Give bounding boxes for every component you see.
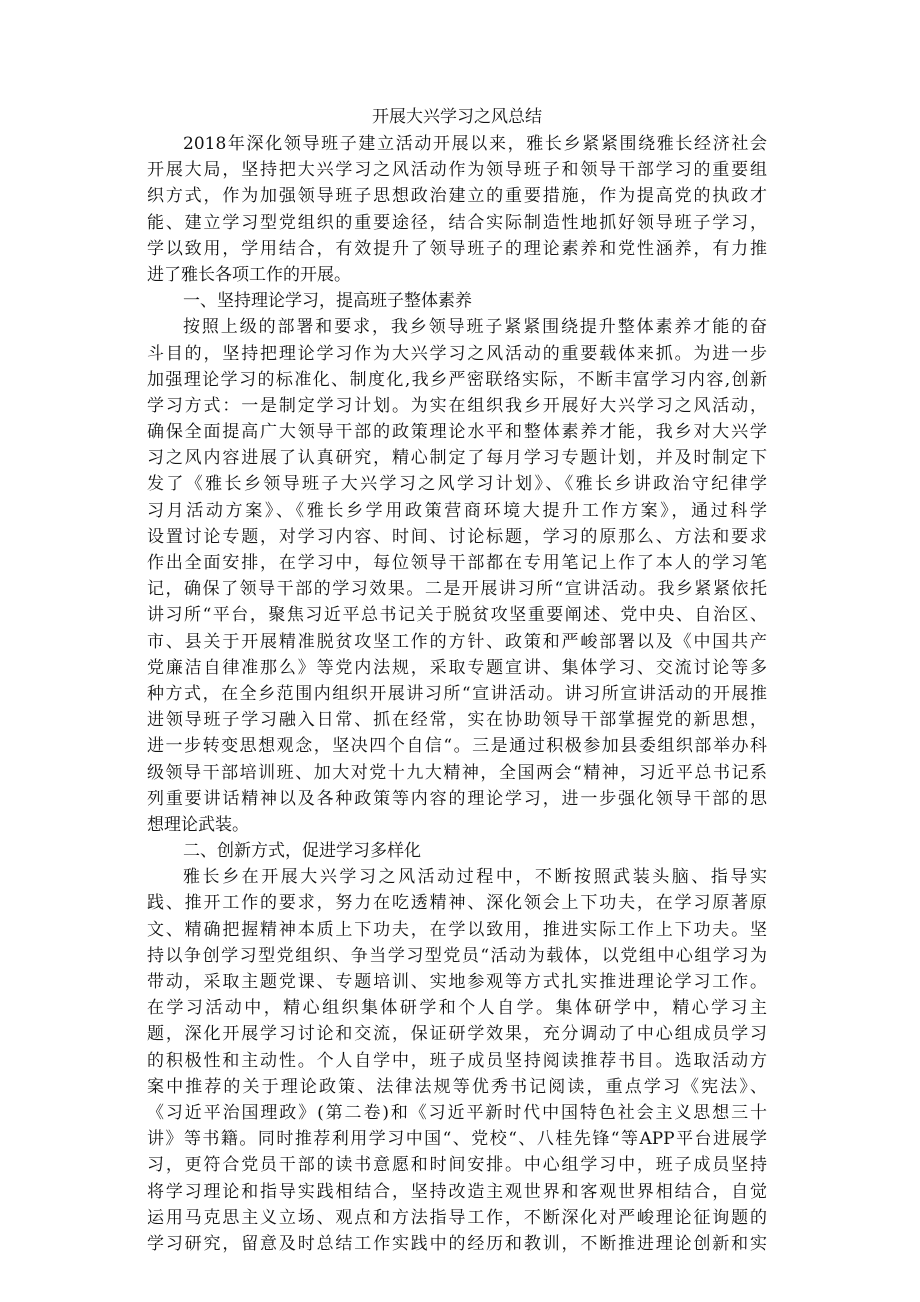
text-line: 践、推开工作的要求，努力在吃透精神、深化领会上下功夫，在学习原著原	[147, 893, 767, 914]
text-line: 持以争创学习型党组织、争当学习型党员“活动为载体，以党组中心组学习为	[147, 945, 767, 966]
text-line: 讲》等书籍。同时推荐利用学习中国“、党校“、八桂先锋“等APP平台进展学	[147, 1129, 767, 1150]
text-line: 将学习理论和指导实践相结合，坚持改造主观世界和客观世界相结合，自觉	[147, 1181, 767, 1202]
text-line: 能、建立学习型党组织的重要途径，结合实际制造性地抓好领导班子学习，	[147, 212, 767, 233]
text-line: 题，深化开展学习讨论和交流，保证研学效果，充分调动了中心组成员学习	[147, 1024, 767, 1045]
text-line: 市、县关于开展精准脱贫攻坚工作的方针、政策和严峻部署以及《中国共产	[147, 631, 767, 652]
text-line: 雅长乡在开展大兴学习之风活动过程中，不断按照武装头脑、指导实	[183, 867, 767, 888]
text-line: 列重要讲话精神以及各种政策等内容的理论学习，进一步强化领导干部的思	[147, 788, 767, 809]
text-line: 发了《雅长乡领导班子大兴学习之风学习计划》、《雅长乡讲政治守纪律学	[147, 474, 767, 495]
section-heading-2: 二、创新方式，促进学习多样化	[183, 841, 421, 862]
text-line: 运用马克思主义立场、观点和方法指导工作，不断深化对严峻理论征询题的	[147, 1207, 767, 1228]
text-line: 设置讨论专题，对学习内容、时间、讨论标题，学习的原那么、方法和要求	[147, 526, 767, 547]
text-line: 学习研究，留意及时总结工作实践中的经历和教训，不断推进理论创新和实	[147, 1233, 767, 1254]
text-line: 习，更符合党员干部的读书意愿和时间安排。中心组学习中，班子成员坚持	[147, 1155, 767, 1176]
section-heading-1: 一、坚持理论学习，提高班子整体素养	[183, 291, 472, 312]
text-line: 种方式，在全乡范围内组织开展讲习所“宣讲活动。讲习所宣讲活动的开展推	[147, 683, 767, 704]
text-line: 学以致用，学用结合，有效提升了领导班子的理论素养和党性涵养，有力推	[147, 238, 767, 259]
text-line: 的积极性和主动性。个人自学中，班子成员坚持阅读推荐书目。选取活动方	[147, 1050, 767, 1071]
text-line: 讲习所“平台，聚焦习近平总书记关于脱贫攻坚重要阐述、党中央、自治区、	[147, 605, 767, 626]
section-2-paragraph	[147, 864, 767, 1257]
text-line: 党廉洁自律准那么》等党内法规，采取专题宣讲、集体学习、交流讨论等多	[147, 657, 767, 678]
text-line: 习月活动方案》、《雅长乡学用政策营商环境大提升工作方案》，通过科学	[147, 500, 767, 521]
text-line: 学习方式：一是制定学习计划。为实在组织我乡开展好大兴学习之风活动，	[147, 395, 767, 416]
text-line: 带动，采取主题党课、专题培训、实地参观等方式扎实推进理论学习工作。	[147, 972, 767, 992]
text-line: 确保全面提高广大领导干部的政策理论水平和整体素养才能，我乡对大兴学	[147, 422, 767, 443]
text-line: 进了雅长各项工作的开展。	[147, 264, 351, 285]
text-line: 记，确保了领导干部的学习效果。二是开展讲习所“宣讲活动。我乡紧紧依托	[147, 579, 767, 600]
text-line: 想理论武装。	[147, 814, 249, 835]
text-line: 进一步转变思想观念，坚决四个自信“。三是通过积极参加县委组织部举办科	[147, 736, 767, 757]
text-line: 作出全面安排，在学习中，每位领导干部都在专用笔记上作了本人的学习笔	[147, 553, 767, 573]
text-line: 案中推荐的关于理论政策、法律法规等优秀书记阅读，重点学习《宪法》、	[147, 1076, 767, 1097]
text-line: 级领导干部培训班、加大对党十九大精神，全国两会“精神，习近平总书记系	[147, 762, 767, 783]
text-line: 文、精确把握精神本质上下功夫，在学以致用，推进实际工作上下功夫。坚	[147, 919, 767, 940]
text-line: 习之风内容进展了认真研究，精心制定了每月学习专题计划，并及时制定下	[147, 448, 767, 469]
document-page	[147, 104, 767, 1257]
text-line: 2018年深化领导班子建立活动开展以来，雅长乡紧紧围绕雅长经济社会	[183, 134, 767, 154]
text-line: 加强理论学习的标准化、制度化,我乡严密联络实际，不断丰富学习内容,创新	[147, 369, 767, 390]
text-line: 《习近平治国理政》(第二卷)和《习近平新时代中国特色社会主义思想三十	[147, 1102, 767, 1123]
text-line: 开展大局，坚持把大兴学习之风活动作为领导班子和领导干部学习的重要组	[147, 160, 767, 181]
text-line: 织方式，作为加强领导班子思想政治建立的重要措施，作为提高党的执政才	[147, 186, 767, 207]
section-1-paragraph	[147, 314, 767, 838]
text-line: 按照上级的部署和要求，我乡领导班子紧紧围绕提升整体素养才能的奋	[183, 317, 767, 338]
document-title: 开展大兴学习之风总结	[372, 107, 542, 127]
text-line: 进领导班子学习融入日常、抓在经常，实在协助领导干部掌握党的新思想，	[147, 710, 767, 731]
text-line: 斗目的，坚持把理论学习作为大兴学习之风活动的重要载体来抓。为进一步	[147, 343, 767, 364]
intro-paragraph	[147, 131, 767, 288]
text-line: 在学习活动中，精心组织集体研学和个人自学。集体研学中，精心学习主	[147, 998, 767, 1019]
